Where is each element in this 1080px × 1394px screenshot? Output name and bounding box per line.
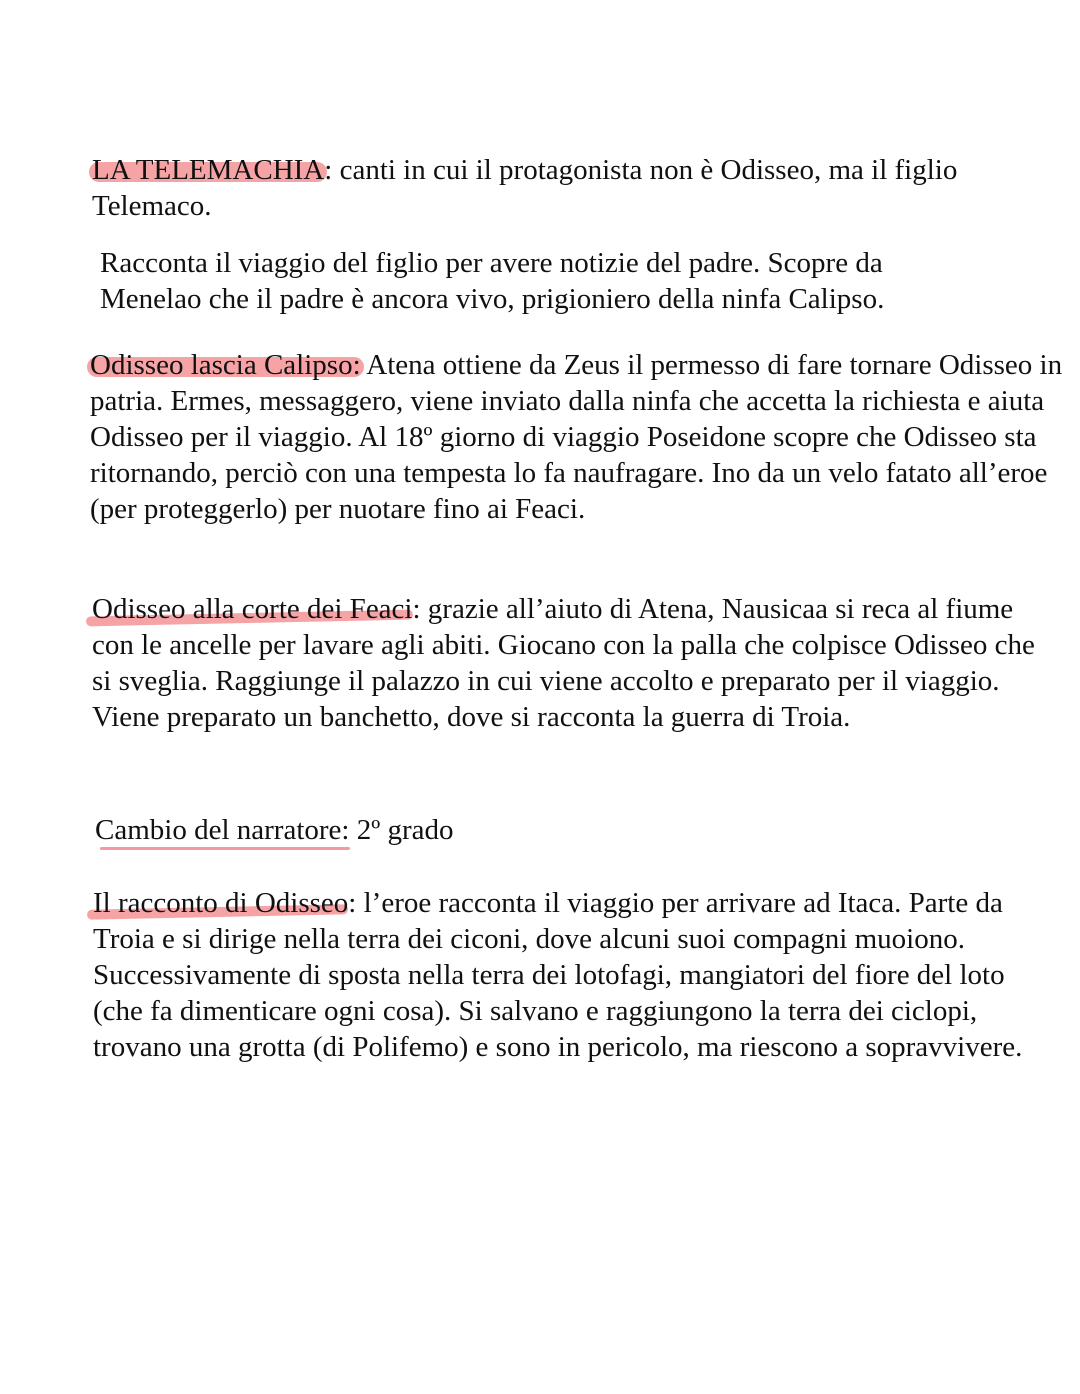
highlight-heading-telemachia: LA TELEMACHIA [92, 154, 325, 186]
paragraph-text-narratore: Cambio del narratore: 2º grado [95, 814, 454, 846]
highlight-heading-calipso: Odisseo lascia Calipso: [90, 349, 361, 381]
underline-mark [100, 847, 350, 850]
paragraph-text-racconta: Racconta il viaggio del figlio per avere notizie del padre. Scopre da Menelao che il padre è ancora vivo, prigioniero della ninfa Calipso. [100, 247, 885, 315]
paragraph-text-feaci: : grazie all’aiuto di Atena, Nausicaa si reca al fiume con le ancelle per lavare agli abiti. Giocano con la palla che colpisce Odisseo che si sveglia. Raggiunge il palazzo in cui viene accolto e preparato per il viaggio. Viene preparato un banchetto, dove si racconta la guerra di Troia. [92, 593, 1035, 733]
paragraph-racconto [93, 885, 1043, 1065]
paragraph-text-calipso: Atena ottiene da Zeus il permesso di fare tornare Odisseo in patria. Ermes, messaggero, viene inviato dalla ninfa che accetta la richiesta e aiuta Odisseo per il viaggio. Al 18º giorno di viaggio Poseidone scopre che Odisseo sta ritornando, perciò con una tempesta lo fa naufragare. Ino da un velo fatato all’eroe (per proteggerlo) per nuotare fino ai Feaci. [90, 349, 1063, 525]
paragraph-feaci [92, 591, 1052, 735]
paragraph-racconta [100, 245, 980, 317]
highlight-heading-feaci: Odisseo alla corte dei Feaci [92, 593, 413, 625]
paragraph-text-racconto: : l’eroe racconta il viaggio per arrivare ad Itaca. Parte da Troia e si dirige nella terra dei ciconi, dove alcuni suoi compagni muoiono. Successivamente di sposta nella terra dei lotofagi, mangiatori del fiore del loto (che fa dimenticare ogni cosa). Si salvano e raggiungono la terra dei ciclopi, trovano una grotta (di Polifemo) e sono in pericolo, ma riescono a sopravvivere. [93, 887, 1023, 1063]
highlight-heading-racconto: Il racconto di Odisseo [93, 887, 349, 919]
paragraph-narratore [95, 812, 695, 848]
paragraph-calipso [90, 347, 1065, 527]
paragraph-text-telemachia: : canti in cui il protagonista non è Odisseo, ma il figlio Telemaco. [92, 154, 958, 222]
paragraph-telemachia [92, 152, 1032, 224]
